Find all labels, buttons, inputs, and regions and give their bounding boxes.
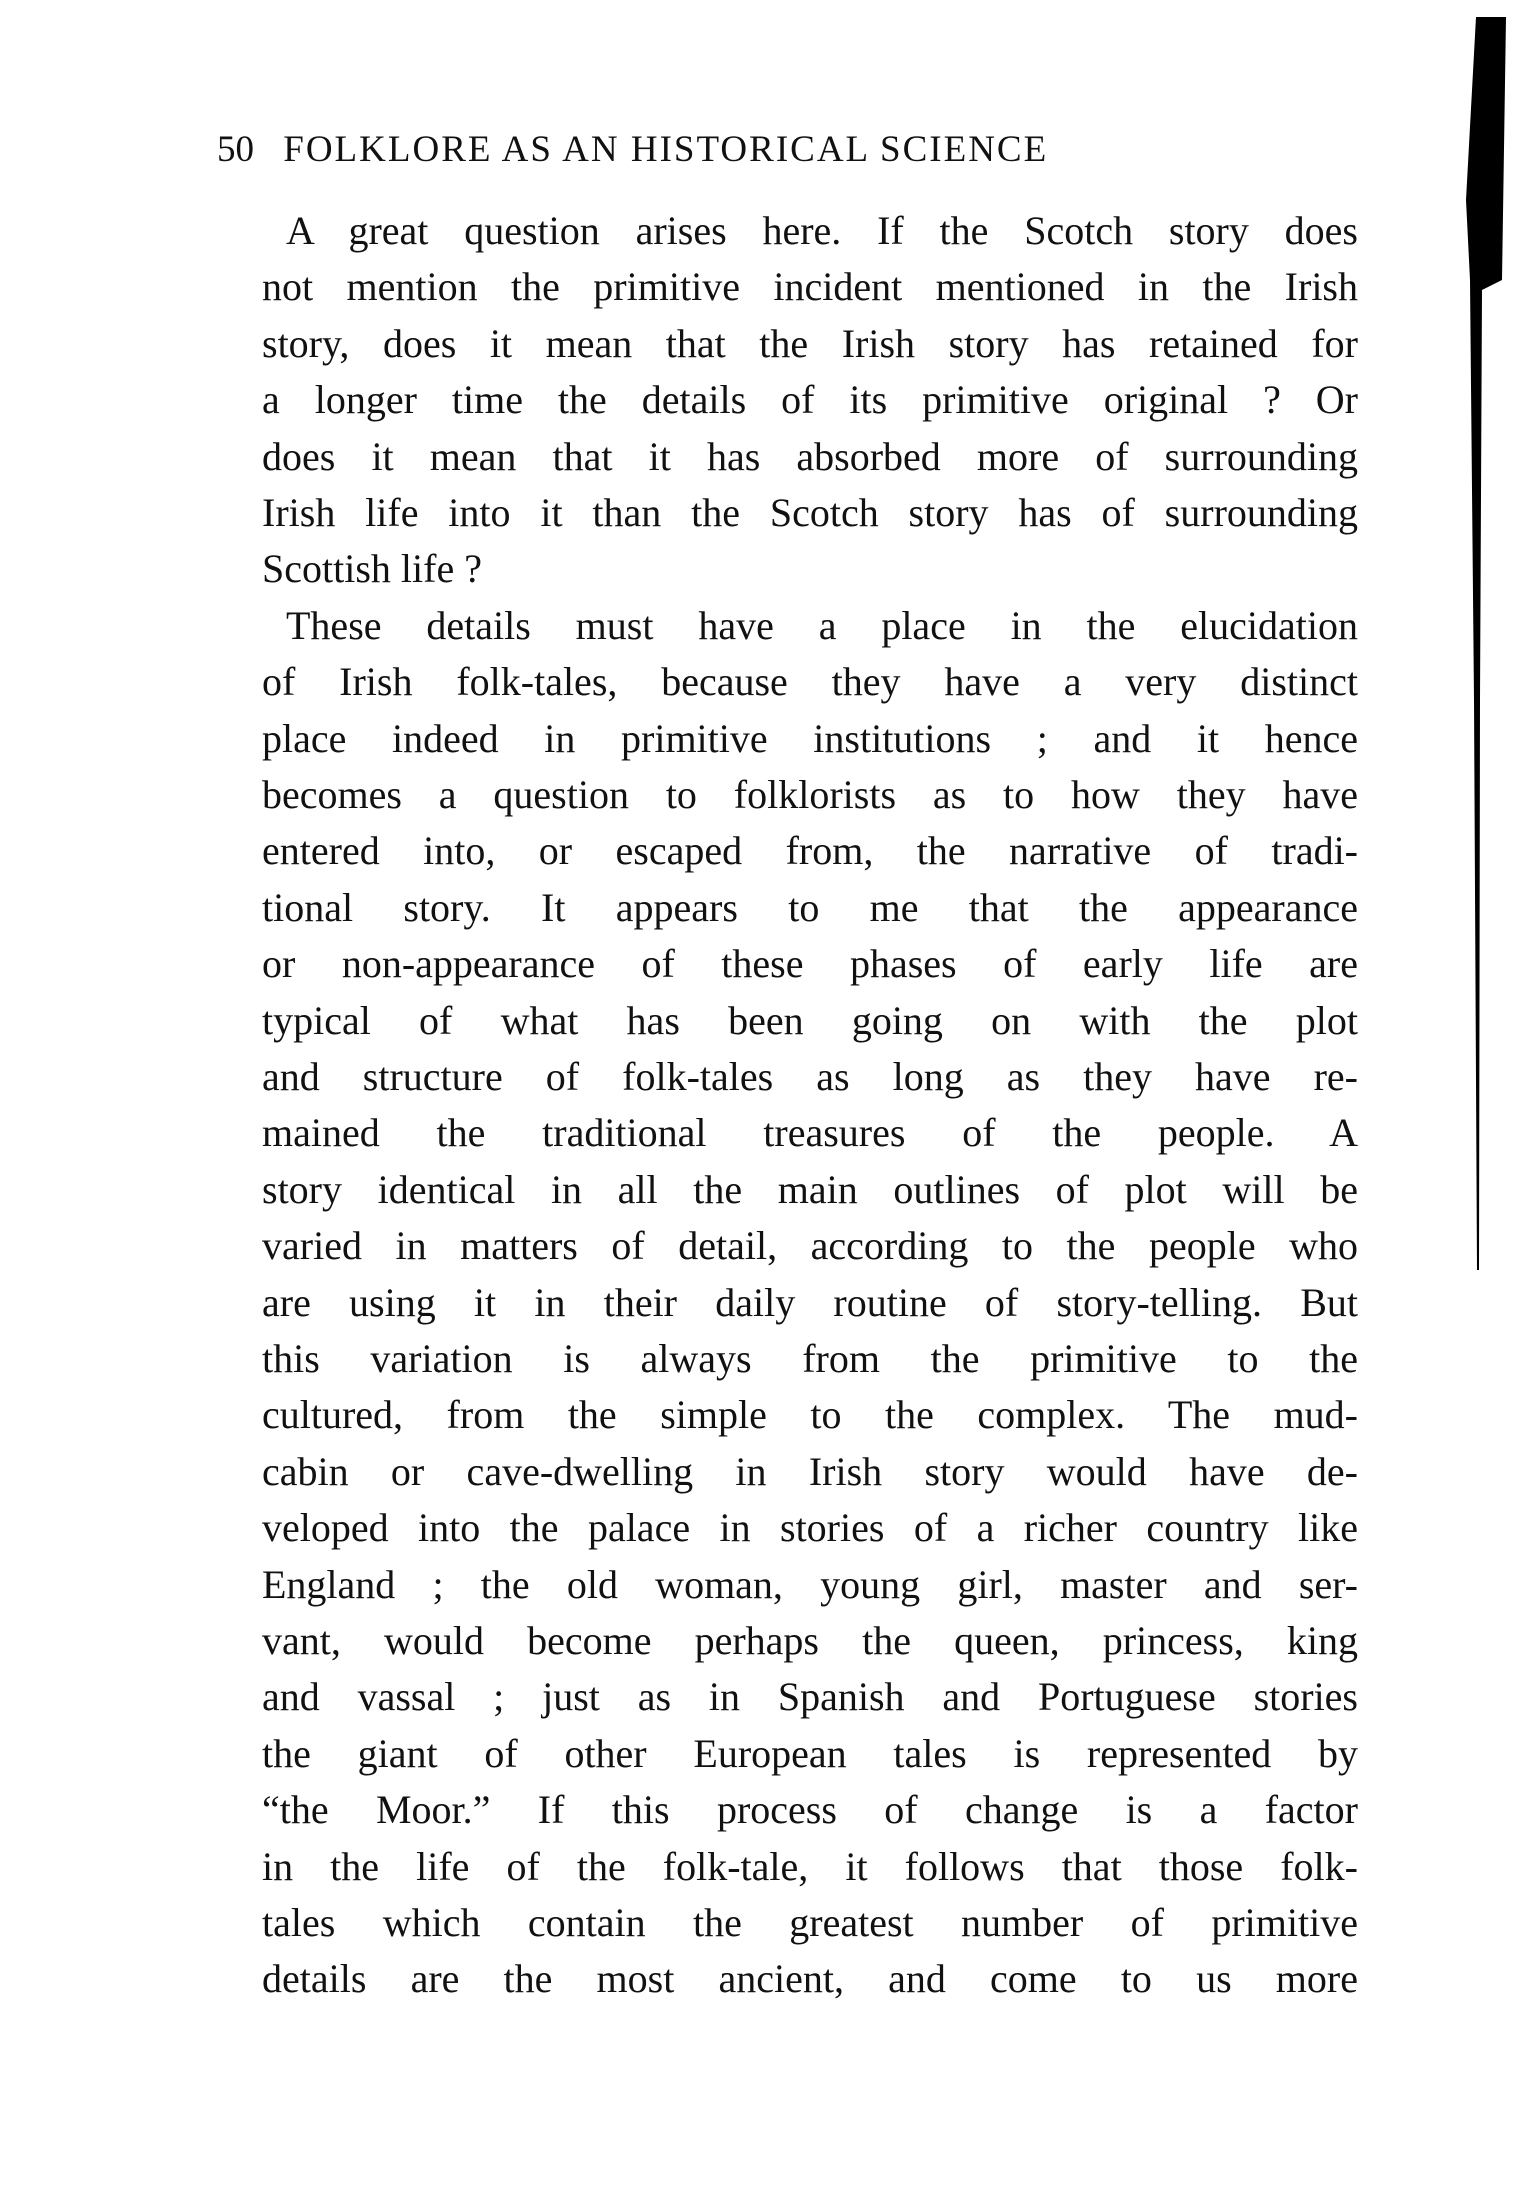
- text-line: varied in matters of detail, according to the people who: [262, 1223, 1358, 1269]
- text-line: tional story. It appears to me that the appearance: [262, 884, 1358, 930]
- text-line: story identical in all the main outlines of plot will be: [262, 1166, 1358, 1212]
- text-line: place indeed in primitive institutions ; and it hence: [262, 715, 1358, 761]
- text-line: this variation is always from the primitive to the: [262, 1336, 1358, 1381]
- text-line: and vassal ; just as in Spanish and Portuguese stories: [262, 1674, 1358, 1720]
- text-line: These details must have a place in the elucidation: [286, 602, 1358, 648]
- text-line: details are the most ancient, and come to us more: [262, 1956, 1358, 2002]
- text-line: England ; the old woman, young girl, master and ser-: [262, 1561, 1358, 1607]
- running-title: FOLKLORE AS AN HISTORICAL SCIENCE: [283, 129, 1049, 170]
- text-line: Irish life into it than the Scotch story has of surrounding: [262, 490, 1358, 535]
- text-line: Scottish life ?: [262, 546, 482, 592]
- page-edge-shadow: [1440, 0, 1519, 1300]
- text-line: the giant of other European tales is represented by: [262, 1730, 1358, 1776]
- text-line: cabin or cave-dwelling in Irish story would have de-: [262, 1448, 1358, 1494]
- text-line: a longer time the details of its primitive original ? Or: [262, 377, 1358, 423]
- page-number: 50: [217, 129, 254, 170]
- text-line: does it mean that it has absorbed more of surrounding: [262, 433, 1358, 479]
- text-line: typical of what has been going on with the plot: [262, 997, 1358, 1043]
- text-line: mained the traditional treasures of the people. A: [262, 1110, 1358, 1156]
- text-line: becomes a question to folklorists as to how they have: [262, 772, 1358, 817]
- text-line: veloped into the palace in stories of a richer country like: [262, 1505, 1358, 1551]
- text-line: “the Moor.” If this process of change is a factor: [262, 1787, 1358, 1833]
- text-line: story, does it mean that the Irish story has retained for: [262, 320, 1358, 366]
- text-line: in the life of the folk-tale, it follows that those folk-: [262, 1843, 1358, 1889]
- text-line: not mention the primitive incident mentioned in the Irish: [262, 264, 1358, 310]
- text-line: A great question arises here. If the Scotch story does: [286, 208, 1358, 253]
- text-line: or non-appearance of these phases of early life are: [262, 941, 1358, 987]
- text-line: and structure of folk-tales as long as they have re-: [262, 1054, 1358, 1099]
- text-line: tales which contain the greatest number of primitive: [262, 1900, 1358, 1945]
- text-line: are using it in their daily routine of story-telling. But: [262, 1279, 1358, 1325]
- text-line: of Irish folk-tales, because they have a very distinct: [262, 659, 1358, 705]
- text-line: entered into, or escaped from, the narrative of tradi-: [262, 828, 1358, 874]
- text-line: cultured, from the simple to the complex. The mud-: [262, 1392, 1358, 1438]
- text-line: vant, would become perhaps the queen, princess, king: [262, 1618, 1358, 1663]
- running-header: [217, 128, 1280, 180]
